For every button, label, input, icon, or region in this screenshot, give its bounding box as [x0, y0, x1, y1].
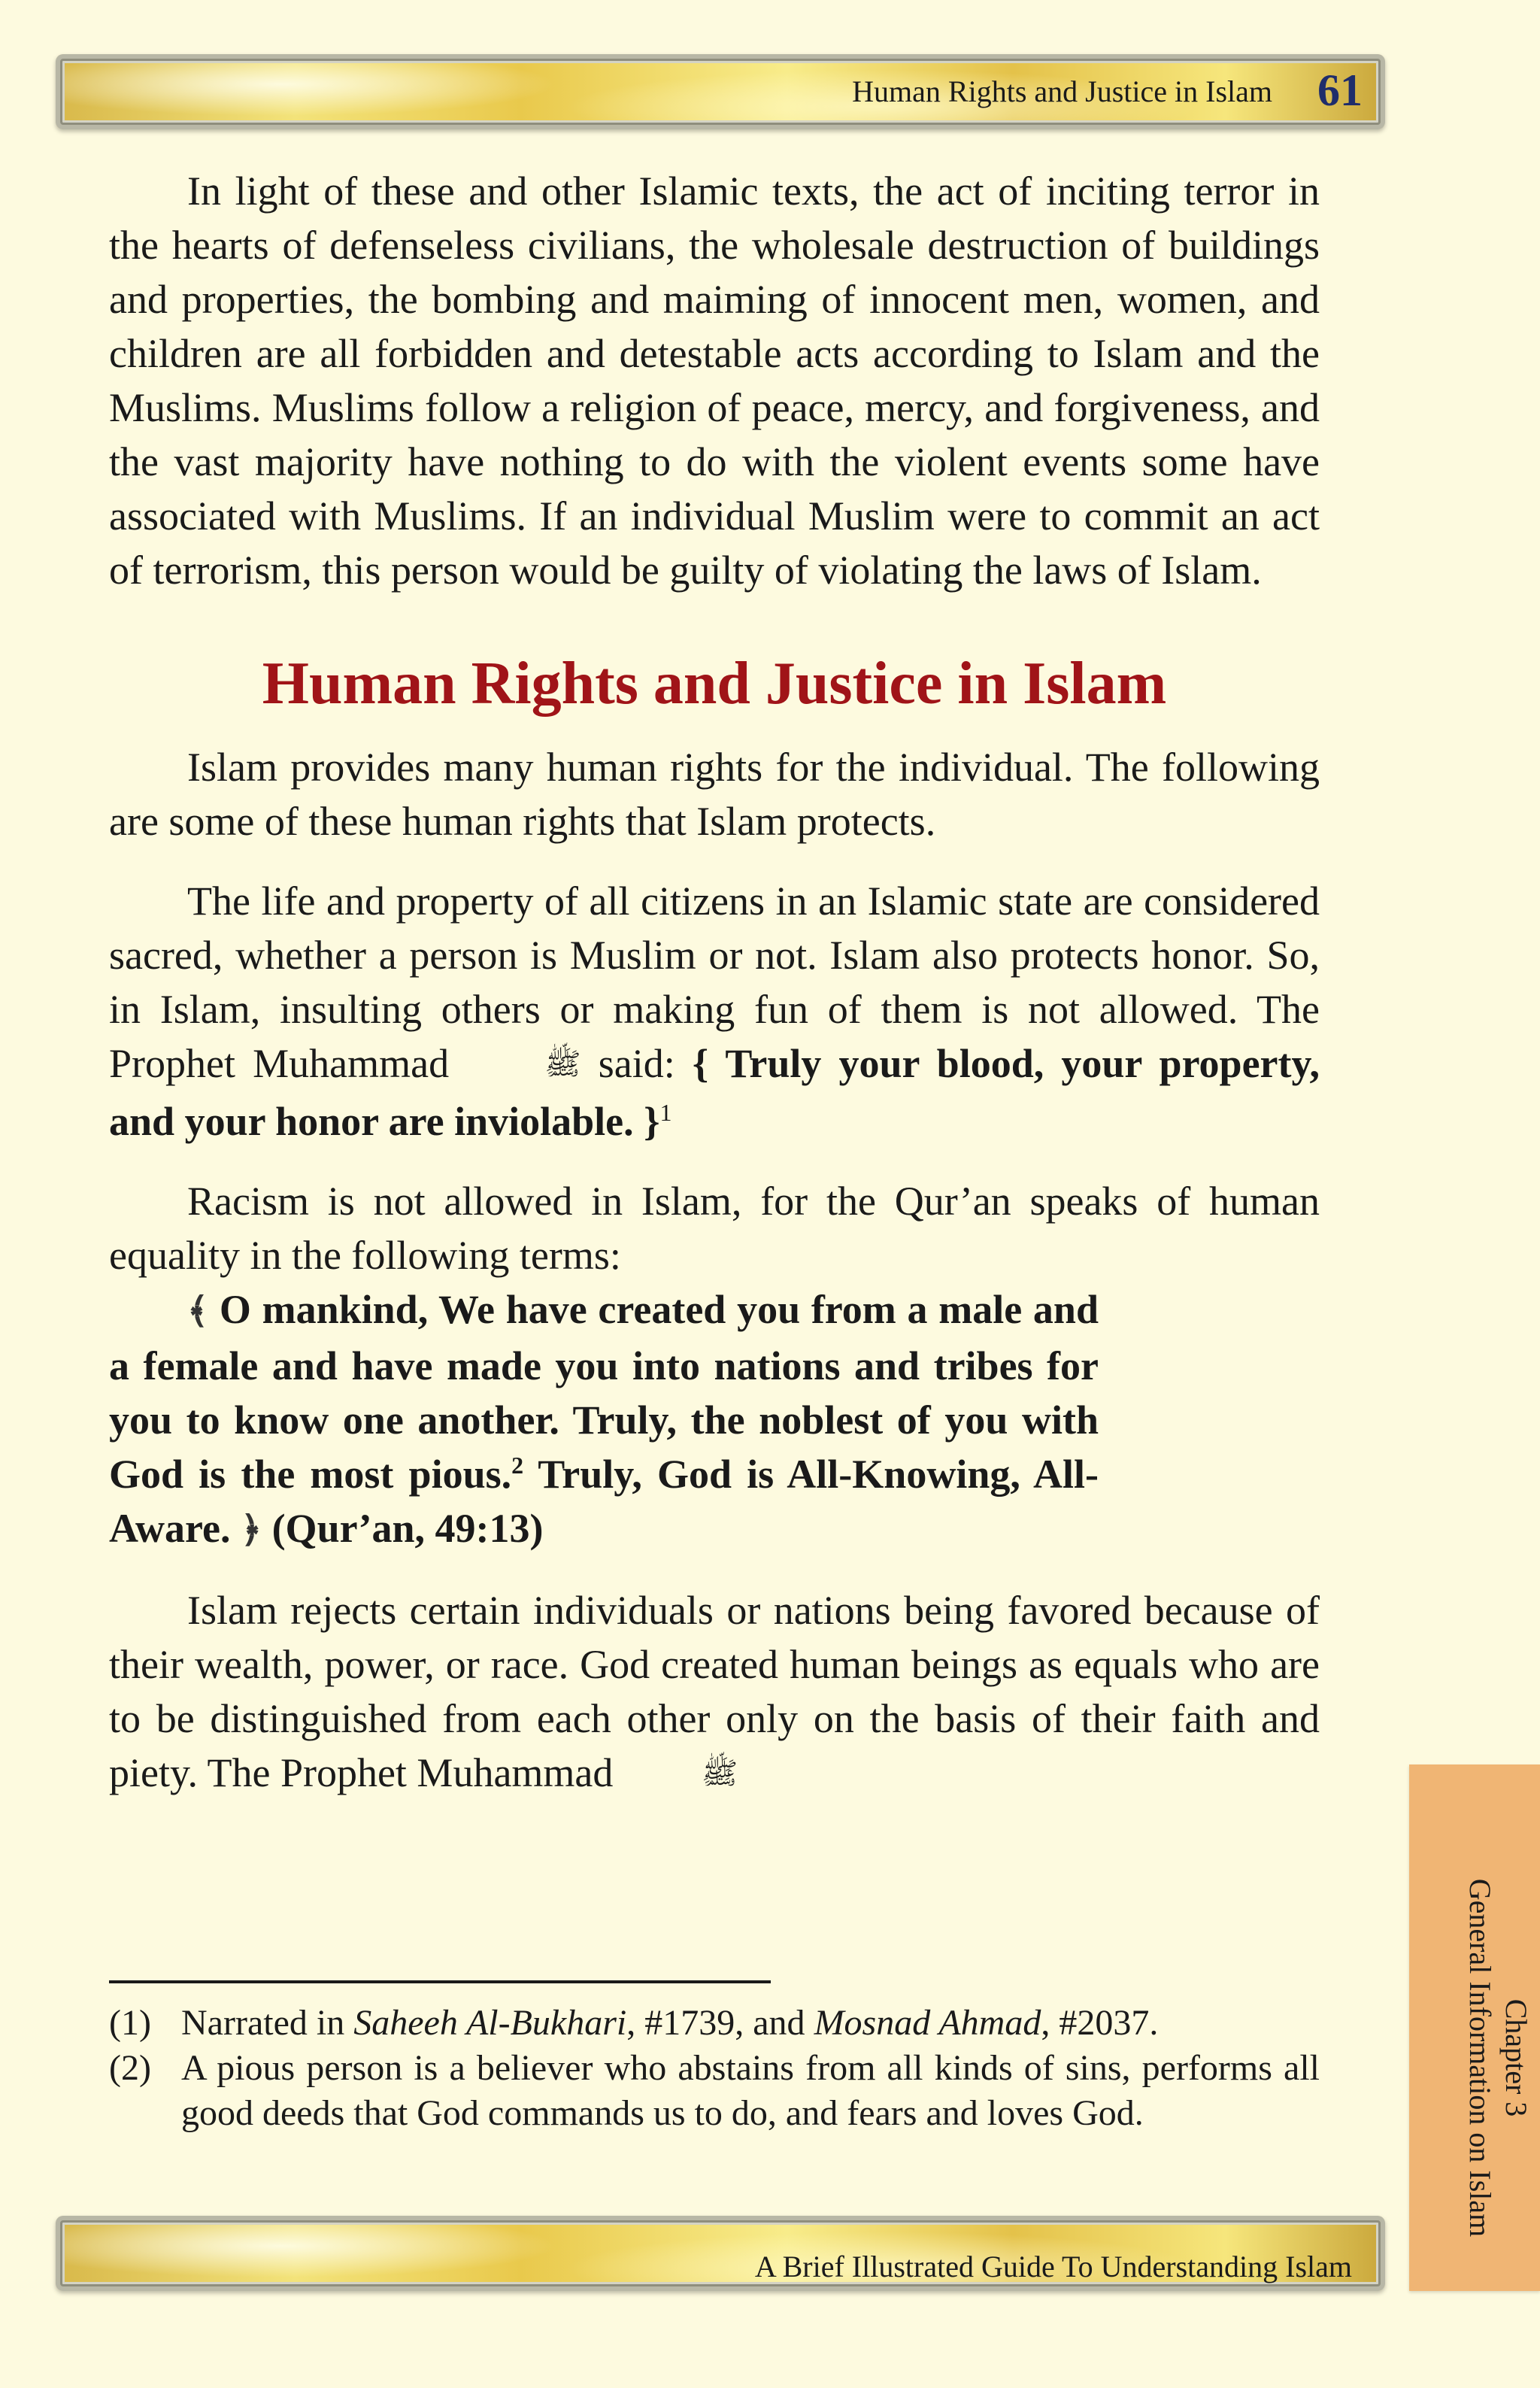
quote-text-part2: Truly, God is All-Knowing, All-Aware. — [109, 1452, 1099, 1551]
page-number: 61 — [1317, 65, 1363, 115]
pbuh-symbol: ﷺ — [544, 1047, 581, 1081]
footnote-ref-1: 1 — [659, 1099, 672, 1126]
chapter-number: Chapter 3 — [1499, 1998, 1533, 2117]
footnote-1-source1: Saheeh Al-Bukhari — [353, 2003, 627, 2043]
quote-citation: (Qur’an, 49:13) — [271, 1506, 544, 1551]
said-text: said: — [598, 1041, 675, 1086]
paragraph-equality — [109, 1583, 1320, 1804]
footnote-1 — [109, 2001, 1320, 2046]
pbuh-symbol-2: ﷺ — [701, 1756, 738, 1790]
book-title: A Brief Illustrated Guide To Understanding Islam — [754, 2250, 1352, 2283]
chapter-title: General Information on Islam — [1463, 1878, 1497, 2238]
quran-quote — [109, 1282, 1099, 1558]
paragraph-life-property-text: The life and property of all citizens in an Islamic state are considered sacred, whether a person is Muslim or not. Islam also protects honor. So, in Islam, insulting others or making fun of them is not allowed. The Prophet Muhammad — [109, 878, 1320, 1086]
quote-close-bracket: ﴿ — [240, 1510, 262, 1550]
paragraph-terrorism: In light of these and other Islamic texts, the act of inciting terror in the hearts of defenseless civilians, the wholesale destruction of buildings and properties, the bombing and maiming of innocent men, women, and children are all forbidden and detestable acts according to Islam and the Muslims. Muslims follow a religion of peace, mercy, and forgiveness, and the vast majority have nothing to do with the violent events some have associated with Muslims. If an individual Muslim were to commit an act of terrorism, this person would be guilty of violating the laws of Islam. — [109, 168, 1320, 593]
footnote-1-mid: , #1739, and — [626, 2003, 805, 2043]
footnote-1-end: , #2037. — [1041, 2003, 1159, 2043]
footnote-1-pre: Narrated in — [181, 2003, 345, 2043]
paragraph-human-rights-intro: Islam provides many human rights for the individual. The following are some of these human rights that Islam protects. — [109, 745, 1320, 844]
section-heading: Human Rights and Justice in Islam — [262, 651, 1167, 717]
footnote-2-text: A pious person is a believer who abstains from all kinds of sins, performs all good deeds that God commands us to do, and fears and loves God. — [181, 2048, 1320, 2133]
header-banner — [56, 54, 1385, 129]
footnote-1-source2: Mosnad Ahmad — [814, 2003, 1041, 2043]
footnote-1-number: (1) — [109, 2003, 151, 2043]
footnote-ref-2: 2 — [511, 1452, 524, 1479]
footnote-2 — [109, 2046, 1320, 2136]
footer-banner — [56, 2216, 1385, 2291]
hadith-quote: { Truly your blood, your property, and your honor are inviolable. } — [109, 1041, 1320, 1144]
paragraph-racism: Racism is not allowed in Islam, for the Qur’an speaks of human equality in the following terms: — [109, 1179, 1320, 1278]
footnote-divider — [109, 1980, 771, 1983]
paragraph-equality-text: Islam rejects certain individuals or nations being favored because of their wealth, power, or race. God created human beings as equals who are to be distinguished from each other only on the basis of their faith and piety. The Prophet Muhammad — [109, 1588, 1320, 1795]
quote-text-part1: O mankind, We have created you from a male and a female and have made you into nations and tribes for you to know one another. Truly, the noblest of you with God is the most pious. — [109, 1287, 1099, 1497]
chapter-side-label — [1414, 1825, 1534, 2291]
running-header-title: Human Rights and Justice in Islam — [852, 74, 1272, 108]
footnote-2-number: (2) — [109, 2048, 151, 2088]
quote-open-bracket: ﴾ — [187, 1291, 209, 1331]
footnotes — [109, 2001, 1320, 2136]
paragraph-life-property — [109, 874, 1320, 1148]
page-body — [109, 164, 1320, 1804]
